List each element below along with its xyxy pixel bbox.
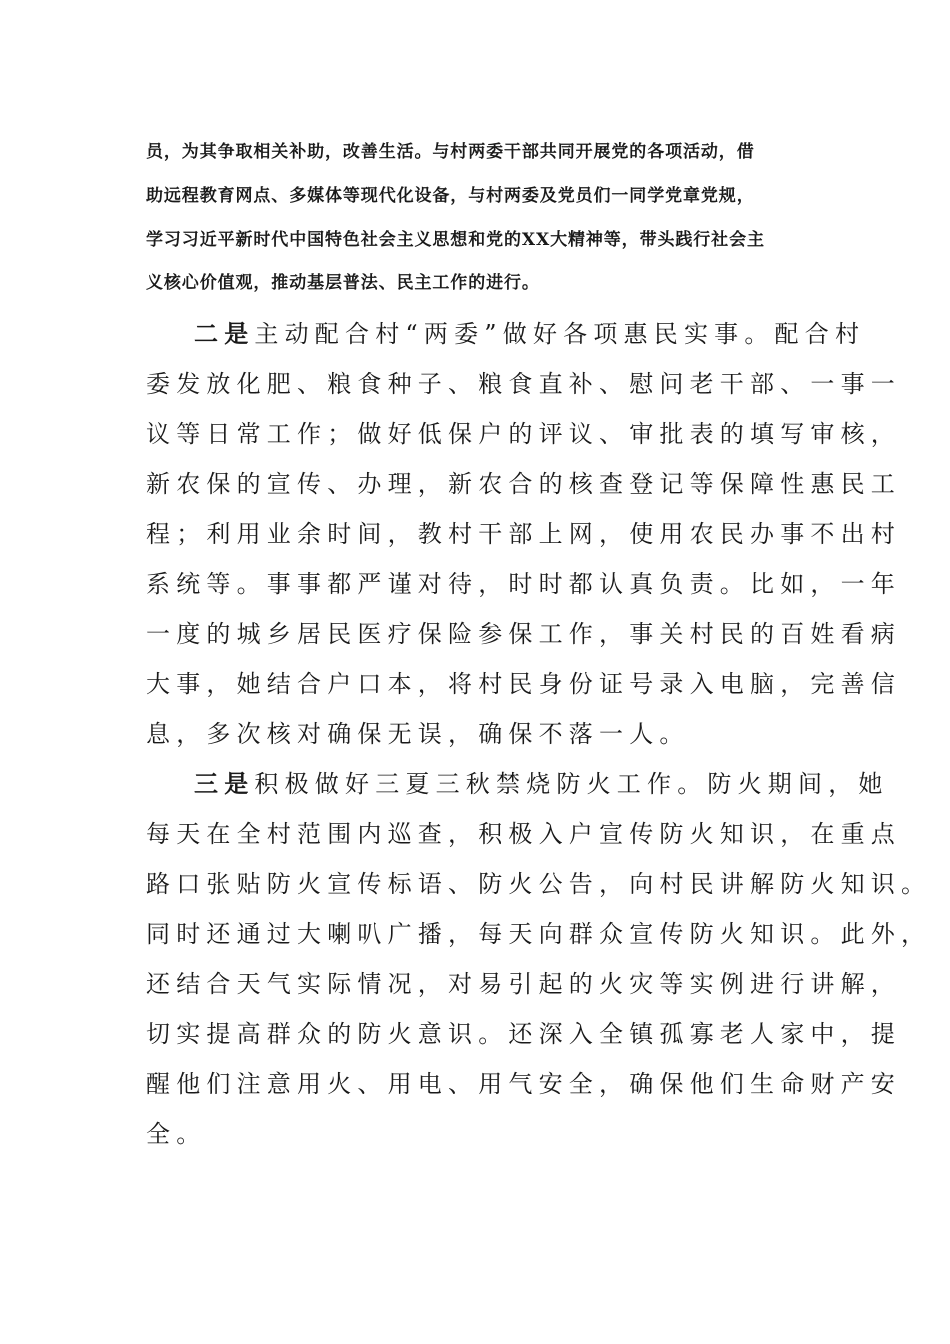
para3-line-7: 醒他们注意用火、用电、用气安全，确保他们生命财产安 [146,1070,901,1098]
para2-line-3: 议等日常工作；做好低保户的评议、审批表的填写审核， [146,420,901,448]
para3-line-2: 每天在全村范围内巡查，积极入户宣传防火知识，在重点 [146,820,901,848]
para1-line-3: 学习习近平新时代中国特色社会主义思想和党的XX大精神等，带头践行社会主 [146,230,765,250]
para3-line-8: 全。 [146,1120,207,1148]
para3-line-1 [194,764,889,799]
para3-line-3: 路口张贴防火宣传标语、防火公告，向村民讲解防火知识。 [146,870,932,898]
para2-line-5: 程；利用业余时间，教村干部上网，使用农民办事不出村 [146,520,901,548]
para2-lead: 二是 [194,319,255,348]
para1-line-4: 义核心价值观，推动基层普法、民主工作的进行。 [146,273,540,293]
para3-first-rest: 积极做好三夏三秋禁烧防火工作。防火期间，她 [254,770,889,798]
para3-line-6: 切实提高群众的防火意识。还深入全镇孤寡老人家中，提 [146,1020,901,1048]
para3-line-4: 同时还通过大喇叭广播，每天向群众宣传防火知识。此外， [146,920,932,948]
para2-first-rest: 主动配合村“两委”做好各项惠民实事。配合村 [254,320,866,348]
para2-line-1 [194,314,865,349]
para2-line-4: 新农保的宣传、办理，新农合的核查登记等保障性惠民工 [146,470,901,498]
para2-line-2: 委发放化肥、粮食种子、粮食直补、慰问老干部、一事一 [146,370,901,398]
para2-line-9: 息，多次核对确保无误，确保不落一人。 [146,720,690,748]
para2-line-7: 一度的城乡居民医疗保险参保工作，事关村民的百姓看病 [146,620,901,648]
para1-line-2: 助远程教育网点、多媒体等现代化设备，与村两委及党员们一同学党章党规， [146,186,755,206]
para3-lead: 三是 [194,769,255,798]
para2-line-8: 大事，她结合户口本，将村民身份证号录入电脑，完善信 [146,670,901,698]
para3-line-5: 还结合天气实际情况，对易引起的火灾等实例进行讲解， [146,970,901,998]
para2-line-6: 系统等。事事都严谨对待，时时都认真负责。比如，一年 [146,570,901,598]
para1-line-1: 员，为其争取相关补助，改善生活。与村两委干部共同开展党的各项活动，借 [146,142,755,162]
